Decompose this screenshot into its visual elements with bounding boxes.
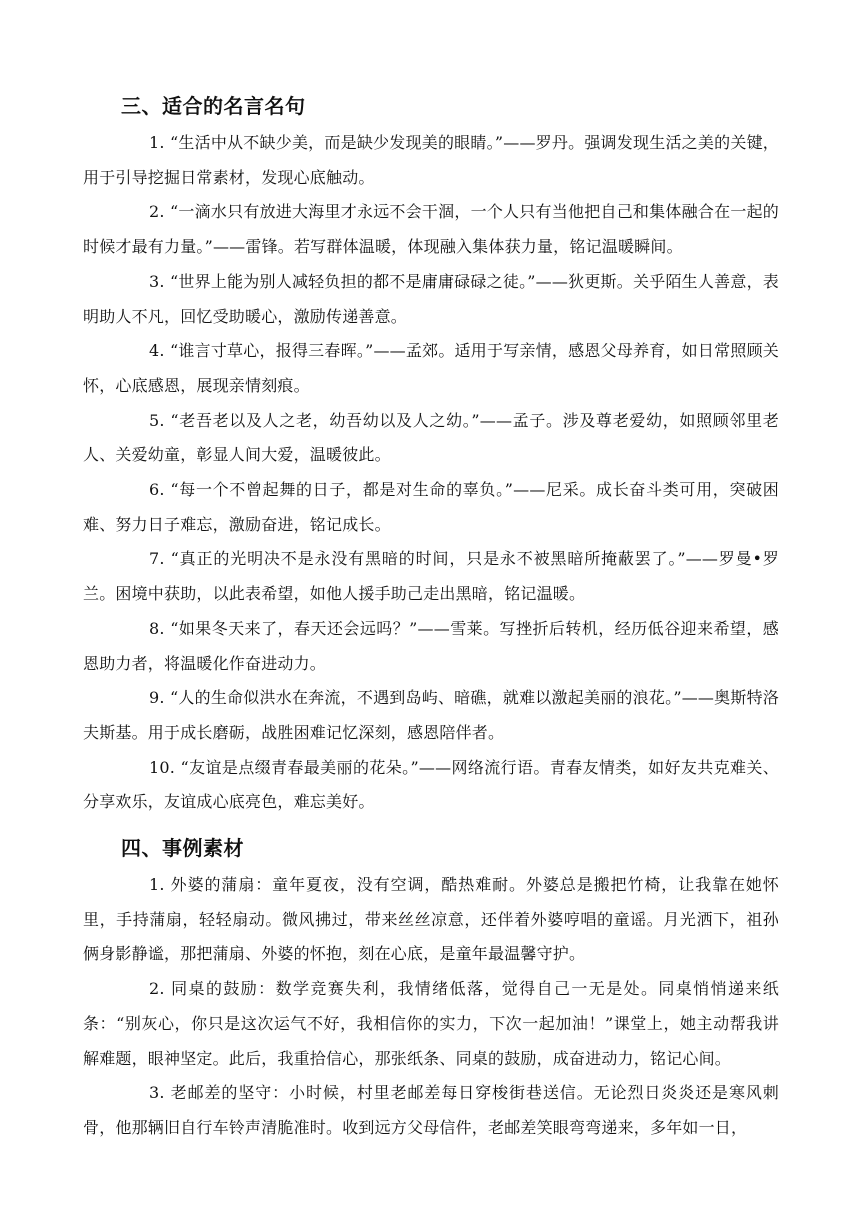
quote-item-3 [83,265,779,334]
quote-item-number: 6. [149,480,165,500]
example-item-text: 同桌的鼓励：数学竞赛失利，我情绪低落，觉得自己一无是处。同桌悄悄递来纸条：“别灰心，你只是这次运气不好，我相信你的实力，下次一起加油！”课堂上，她主动帮我讲解难题，眼神坚定。此后，我重拾信心，那张纸条、同桌的鼓励，成奋进动力，铭记心间。 [83,979,779,1068]
example-item-1 [83,868,779,972]
example-item-number: 1. [149,875,165,895]
quote-item-9 [83,681,779,750]
quote-item-text: “友谊是点缀青春最美丽的花朵。”——网络流行语。青春友情类，如好友共克难关、分享欢乐，友谊成心底亮色，难忘美好。 [83,757,779,812]
example-item-text: 老邮差的坚守：小时候，村里老邮差每日穿梭街巷送信。无论烈日炎炎还是寒风刺骨，他那辆旧自行车铃声清脆准时。收到远方父母信件，老邮差笑眼弯弯递来，多年如一日， [83,1083,779,1137]
quote-item-number: 4. [149,341,165,361]
quote-item-7 [83,542,779,611]
quote-item-2 [83,195,779,264]
quote-item-number: 5. [149,410,165,430]
quote-item-text: “如果冬天来了，春天还会远吗？”——雪莱。写挫折后转机，经历低谷迎来希望，感恩助力者，将温暖化作奋进动力。 [83,618,779,673]
quote-item-text: “生活中从不缺少美，而是缺少发现美的眼睛。”——罗丹。强调发现生活之美的关键，用于引导挖掘日常素材，发现心底触动。 [83,133,779,187]
quote-item-number: 2. [149,202,165,222]
quote-item-number: 9. [149,688,165,708]
quote-item-6 [83,473,779,542]
quote-item-number: 1. [149,133,165,152]
quote-item-text: “人的生命似洪水在奔流，不遇到岛屿、暗礁，就难以激起美丽的浪花。”——奥斯特洛夫斯基。用于成长磨砺，战胜困难记忆深刻，感恩陪伴者。 [83,688,779,742]
quote-item-number: 10. [149,757,176,777]
example-item-2 [83,972,779,1076]
quote-item-5 [83,404,779,473]
quote-item-text: “老吾老以及人之老，幼吾幼以及人之幼。”——孟子。涉及尊老爱幼，如照顾邻里老人、关爱幼童，彰显人间大爱，温暖彼此。 [83,410,779,465]
example-item-text: 外婆的蒲扇：童年夏夜，没有空调，酷热难耐。外婆总是搬把竹椅，让我靠在她怀里，手持蒲扇，轻轻扇动。微风拂过，带来丝丝凉意，还伴着外婆哼唱的童谣。月光洒下，祖孙俩身影静谧，那把蒲扇、外婆的怀抱，刻在心底，是童年最温馨守护。 [83,875,779,964]
quote-item-text: “一滴水只有放进大海里才永远不会干涸，一个人只有当他把自己和集体融合在一起的时候才最有力量。”——雷锋。若写群体温暖，体现融入集体获力量，铭记温暖瞬间。 [83,202,779,257]
document-content [83,86,779,1146]
quote-item-10 [83,751,779,820]
quote-item-number: 7. [149,549,165,569]
quote-item-number: 8. [149,618,165,638]
quote-item-text: “世界上能为别人减轻负担的都不是庸庸碌碌之徒。”——狄更斯。关乎陌生人善意，表明助人不凡，回忆受助暖心，激励传递善意。 [83,271,779,326]
example-item-number: 2. [149,979,165,999]
quote-item-text: “每一个不曾起舞的日子，都是对生命的辜负。”——尼采。成长奋斗类可用，突破困难、努力日子难忘，激励奋进，铭记成长。 [83,480,779,534]
quote-item-8 [83,612,779,681]
quote-item-text: “谁言寸草心，报得三春晖。”——孟郊。适用于写亲情，感恩父母养育，如日常照顾关怀，心底感恩，展现亲情刻痕。 [83,341,779,395]
example-item-number: 3. [149,1083,165,1103]
section-title-quotes: 三、适合的名言名句 [121,94,306,118]
quote-item-number: 3. [149,271,165,291]
quote-item-1 [83,126,779,195]
example-item-3 [83,1076,779,1145]
quote-item-4 [83,334,779,403]
quote-item-text: “真正的光明决不是永没有黑暗的时间，只是永不被黑暗所掩蔽罢了。”——罗曼•罗兰。困境中获助，以此表希望，如他人援手助己走出黑暗，铭记温暖。 [83,549,779,604]
section-title-examples: 四、事例素材 [121,836,244,861]
